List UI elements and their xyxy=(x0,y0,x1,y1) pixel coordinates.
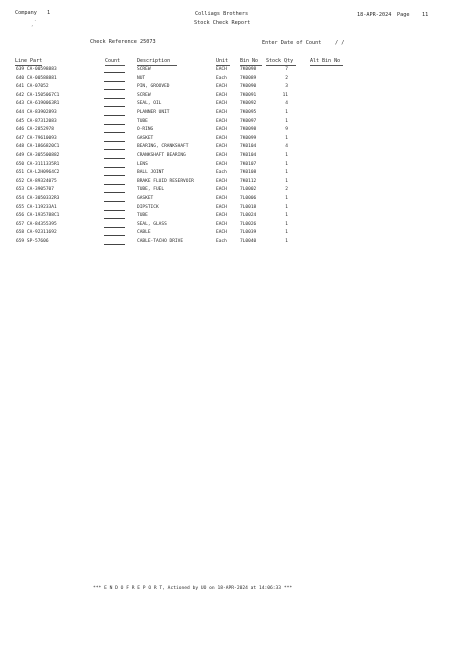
description-cell: TUBE, FUEL xyxy=(137,187,165,193)
line-number: 646 xyxy=(16,127,25,133)
bin-no-cell: 7K0089 xyxy=(240,75,257,81)
part-number: CA-84355395 xyxy=(26,221,57,227)
line-part-cell xyxy=(16,76,57,82)
description-cell: BEARING, CRANKSHAFT xyxy=(137,144,189,150)
stock-qty-cell: 7 xyxy=(285,67,288,72)
line-number: 654 xyxy=(16,196,25,201)
count-entry-line[interactable] xyxy=(104,167,125,168)
count-entry-line[interactable] xyxy=(104,235,125,236)
check-reference-label: Check Reference xyxy=(90,39,137,45)
bin-no-cell: 7L0002 xyxy=(240,187,257,193)
table-row xyxy=(0,195,460,203)
stock-qty-cell: 1 xyxy=(285,239,288,244)
description-cell: SEAL, OIL xyxy=(137,101,162,107)
line-number: 644 xyxy=(16,110,25,115)
description-cell: SCREW xyxy=(137,67,151,72)
unit-cell: EACH xyxy=(216,84,227,90)
stock-qty-cell: 3 xyxy=(285,84,288,90)
line-number: 649 xyxy=(16,153,25,158)
report-date: 18-APR-2024 xyxy=(357,12,392,18)
description-cell: TUBE xyxy=(137,213,148,219)
line-part-cell xyxy=(16,162,59,168)
line-part-cell xyxy=(16,93,59,99)
line-number: 648 xyxy=(16,144,25,150)
unit-cell: EACH xyxy=(216,178,227,184)
stock-qty-cell: 1 xyxy=(285,196,288,201)
count-entry-line[interactable] xyxy=(104,124,125,125)
table-row xyxy=(0,178,460,186)
unit-cell: EACH xyxy=(216,101,227,107)
description-cell: DIPSTICK xyxy=(137,204,159,210)
bin-no-cell: 7L0024 xyxy=(240,213,257,219)
line-part-cell xyxy=(16,213,59,219)
stock-qty-cell: 1 xyxy=(285,178,288,184)
table-row xyxy=(0,143,460,151)
bin-no-cell: 7K0108 xyxy=(240,170,257,176)
unit-cell: EACH xyxy=(216,187,227,193)
unit-cell: EACH xyxy=(216,127,227,133)
line-number: 639 xyxy=(16,67,25,72)
table-row xyxy=(0,135,460,143)
line-part-cell xyxy=(16,119,57,125)
line-part-cell xyxy=(16,196,59,202)
description-cell: GASKET xyxy=(137,196,154,201)
line-number: 643 xyxy=(16,101,25,107)
part-number: CA-3111335R1 xyxy=(26,161,60,167)
part-number: CA-00598883 xyxy=(26,67,57,72)
table-row xyxy=(0,186,460,194)
col-stock-qty: Stock Qty xyxy=(266,58,294,64)
count-entry-line[interactable] xyxy=(104,227,125,228)
unit-cell: EACH xyxy=(216,230,227,236)
part-number: CA-79610093 xyxy=(26,135,57,141)
bin-no-cell: 7L0026 xyxy=(240,221,257,227)
part-number: CA-2852978 xyxy=(26,127,54,133)
unit-cell: EACH xyxy=(216,204,227,210)
count-entry-line[interactable] xyxy=(104,89,125,90)
description-cell: PLANNER UNIT xyxy=(137,110,170,115)
count-entry-line[interactable] xyxy=(104,184,125,185)
table-row xyxy=(0,100,460,108)
bin-no-cell: 7K0104 xyxy=(240,153,257,158)
table-row xyxy=(0,109,460,117)
unit-cell: Each xyxy=(216,75,227,81)
line-number: 651 xyxy=(16,170,25,176)
part-number: CA-1866820C1 xyxy=(26,144,60,150)
line-number: 640 xyxy=(16,75,25,81)
unit-cell: Each xyxy=(216,239,227,244)
description-cell: BALL JOINT xyxy=(137,170,165,176)
stock-qty-cell: 11 xyxy=(282,92,288,98)
stock-qty-cell: 1 xyxy=(285,161,288,167)
part-number: SP-57606 xyxy=(26,239,49,244)
part-number: CA-3050332R3 xyxy=(26,196,60,201)
stock-qty-cell: 1 xyxy=(285,110,288,115)
count-entry-line[interactable] xyxy=(104,141,125,142)
line-number: 653 xyxy=(16,187,25,193)
line-part-cell xyxy=(16,101,59,107)
stock-qty-cell: 1 xyxy=(285,213,288,219)
line-number: 642 xyxy=(16,92,25,98)
line-part-cell xyxy=(16,67,57,73)
line-part-cell xyxy=(16,179,57,185)
description-cell: SCREW xyxy=(137,92,151,98)
bin-no-cell: 7K0107 xyxy=(240,161,257,167)
table-row xyxy=(0,92,460,100)
part-number: CA-89324075 xyxy=(26,178,57,184)
table-row xyxy=(0,204,460,212)
part-number: CA-6190063R1 xyxy=(26,101,60,107)
stock-qty-cell: 4 xyxy=(285,144,288,150)
stock-qty-cell: 1 xyxy=(285,118,288,124)
stock-qty-cell: 1 xyxy=(285,153,288,158)
col-alt-bin-no: Alt Bin No xyxy=(310,58,341,64)
line-part-cell xyxy=(16,222,57,228)
bin-no-cell: 7L0018 xyxy=(240,204,257,210)
table-row xyxy=(0,238,460,246)
stock-qty-cell: 1 xyxy=(285,230,288,236)
bin-no-cell: 7K0112 xyxy=(240,178,257,184)
page-label: Page xyxy=(397,12,410,18)
enter-date-value: / / xyxy=(335,40,345,46)
bin-no-cell: 7L0006 xyxy=(240,196,257,201)
unit-cell: EACH xyxy=(216,92,227,98)
table-row xyxy=(0,118,460,126)
enter-date-label: Enter Date of Count xyxy=(262,40,322,46)
line-number: 656 xyxy=(16,213,25,219)
description-cell: GASKET xyxy=(137,135,154,141)
table-row xyxy=(0,229,460,237)
count-entry-line[interactable] xyxy=(104,192,125,193)
table-row xyxy=(0,66,460,74)
description-cell: SEAL, GLASS xyxy=(137,221,167,227)
description-cell: O-RING xyxy=(137,127,154,133)
stock-qty-cell: 4 xyxy=(285,101,288,107)
description-cell: BRAKE FLUID RESERVOIR xyxy=(137,178,194,184)
unit-cell: EACH xyxy=(216,221,227,227)
count-entry-line[interactable] xyxy=(104,201,125,202)
line-part-cell xyxy=(16,127,54,133)
line-number: 650 xyxy=(16,161,25,167)
line-number: 647 xyxy=(16,135,25,141)
company-label: Company xyxy=(15,10,37,16)
count-entry-line[interactable] xyxy=(104,115,125,116)
line-number: 652 xyxy=(16,178,25,184)
part-number: CA-07052 xyxy=(26,84,49,90)
bin-no-cell: 7L0039 xyxy=(240,230,257,236)
unit-cell: EACH xyxy=(216,153,227,158)
description-cell: TUBE xyxy=(137,118,148,124)
count-entry-line[interactable] xyxy=(104,218,125,219)
line-part-cell xyxy=(16,153,59,159)
description-cell: NUT xyxy=(137,75,146,81)
bin-no-cell: 7L0040 xyxy=(240,239,257,244)
unit-cell: EACH xyxy=(216,161,227,167)
description-cell: CRANKSHAFT BEARING xyxy=(137,153,186,158)
part-number: CA-3905707 xyxy=(26,187,54,193)
stock-qty-cell: 1 xyxy=(285,221,288,227)
part-number: CA-1505067C1 xyxy=(26,92,60,98)
unit-cell: EACH xyxy=(216,67,227,72)
count-entry-line[interactable] xyxy=(104,72,125,73)
unit-cell: Each xyxy=(216,170,227,176)
line-part-cell xyxy=(16,110,57,116)
col-line-part: Line Part xyxy=(15,58,43,64)
table-row xyxy=(0,152,460,160)
part-number: CA-83902893 xyxy=(26,110,57,115)
description-cell: CABLE xyxy=(137,230,151,236)
unit-cell: EACH xyxy=(216,135,227,141)
count-entry-line[interactable] xyxy=(104,244,125,245)
bin-no-cell: 7K0092 xyxy=(240,101,257,107)
count-entry-line[interactable] xyxy=(104,106,125,107)
unit-cell: EACH xyxy=(216,118,227,124)
report-title: Stock Check Report xyxy=(194,20,251,26)
line-number: 645 xyxy=(16,118,25,124)
col-bin-no: Bin No xyxy=(240,58,259,64)
table-row xyxy=(0,169,460,177)
bin-no-cell: 7K0095 xyxy=(240,110,257,115)
unit-cell: EACH xyxy=(216,144,227,150)
part-number: CA-92311692 xyxy=(26,230,57,236)
check-reference-value: 25073 xyxy=(140,39,156,45)
bin-no-cell: 7K0097 xyxy=(240,118,257,124)
count-entry-line[interactable] xyxy=(104,98,125,99)
count-entry-line[interactable] xyxy=(104,175,125,176)
line-part-cell xyxy=(16,136,57,142)
table-row xyxy=(0,83,460,91)
bin-no-cell: 7K0099 xyxy=(240,135,257,141)
line-part-cell xyxy=(16,239,49,245)
line-part-cell xyxy=(16,205,57,211)
description-cell: PIN, GROOVED xyxy=(137,84,170,90)
part-number: CA-119233A1 xyxy=(26,204,57,210)
count-entry-line[interactable] xyxy=(104,132,125,133)
bin-no-cell: 7K0098 xyxy=(240,127,257,133)
col-unit: Unit xyxy=(216,58,229,64)
line-part-cell xyxy=(16,144,59,150)
stock-qty-cell: 1 xyxy=(285,170,288,176)
line-number: 659 xyxy=(16,239,25,244)
table-row xyxy=(0,126,460,134)
stock-qty-cell: 9 xyxy=(285,127,288,133)
stock-qty-cell: 2 xyxy=(285,187,288,193)
col-count: Count xyxy=(105,58,121,64)
part-number: CA-1935788C1 xyxy=(26,213,60,219)
line-part-cell xyxy=(16,170,59,176)
count-entry-line[interactable] xyxy=(104,158,125,159)
part-number: CA-87312083 xyxy=(26,118,57,124)
unit-cell: EACH xyxy=(216,213,227,219)
company-marks-2: , xyxy=(31,22,34,27)
count-entry-line[interactable] xyxy=(104,81,125,82)
bin-no-cell: 7K0098 xyxy=(240,67,257,72)
part-number: CA-00588881 xyxy=(26,75,57,81)
line-number: 641 xyxy=(16,84,25,90)
bin-no-cell: 7K0104 xyxy=(240,144,257,150)
unit-cell: EACH xyxy=(216,196,227,201)
count-entry-line[interactable] xyxy=(104,149,125,150)
page-number: 11 xyxy=(422,12,429,18)
part-number: CA-305500882 xyxy=(26,153,60,158)
company-name: Colliags Brothers xyxy=(195,11,249,17)
stock-qty-cell: 1 xyxy=(285,135,288,141)
company-value: 1 xyxy=(47,10,51,16)
table-row xyxy=(0,212,460,220)
stock-qty-cell: 1 xyxy=(285,204,288,210)
description-cell: LENS xyxy=(137,161,148,167)
table-row xyxy=(0,221,460,229)
table-row xyxy=(0,75,460,83)
line-part-cell xyxy=(16,84,49,90)
line-part-cell xyxy=(16,230,57,236)
col-description: Description xyxy=(137,58,171,64)
line-number: 657 xyxy=(16,221,25,227)
line-part-cell xyxy=(16,187,54,193)
stock-qty-cell: 2 xyxy=(285,75,288,81)
unit-cell: EACH xyxy=(216,110,227,115)
count-entry-line[interactable] xyxy=(104,210,125,211)
part-number: CA-L2H0964C2 xyxy=(26,170,60,176)
description-cell: CABLE-TACHO DRIVE xyxy=(137,239,184,244)
line-number: 655 xyxy=(16,204,25,210)
bin-no-cell: 7K0091 xyxy=(240,92,257,98)
end-of-report: *** E N D O F R E P O R T, Actioned by UO on 18-APR-2024 at 14:06:33 *** xyxy=(93,586,293,591)
line-number: 658 xyxy=(16,230,25,236)
table-row xyxy=(0,161,460,169)
company-marks: . xyxy=(34,17,37,22)
bin-no-cell: 7K0090 xyxy=(240,84,257,90)
